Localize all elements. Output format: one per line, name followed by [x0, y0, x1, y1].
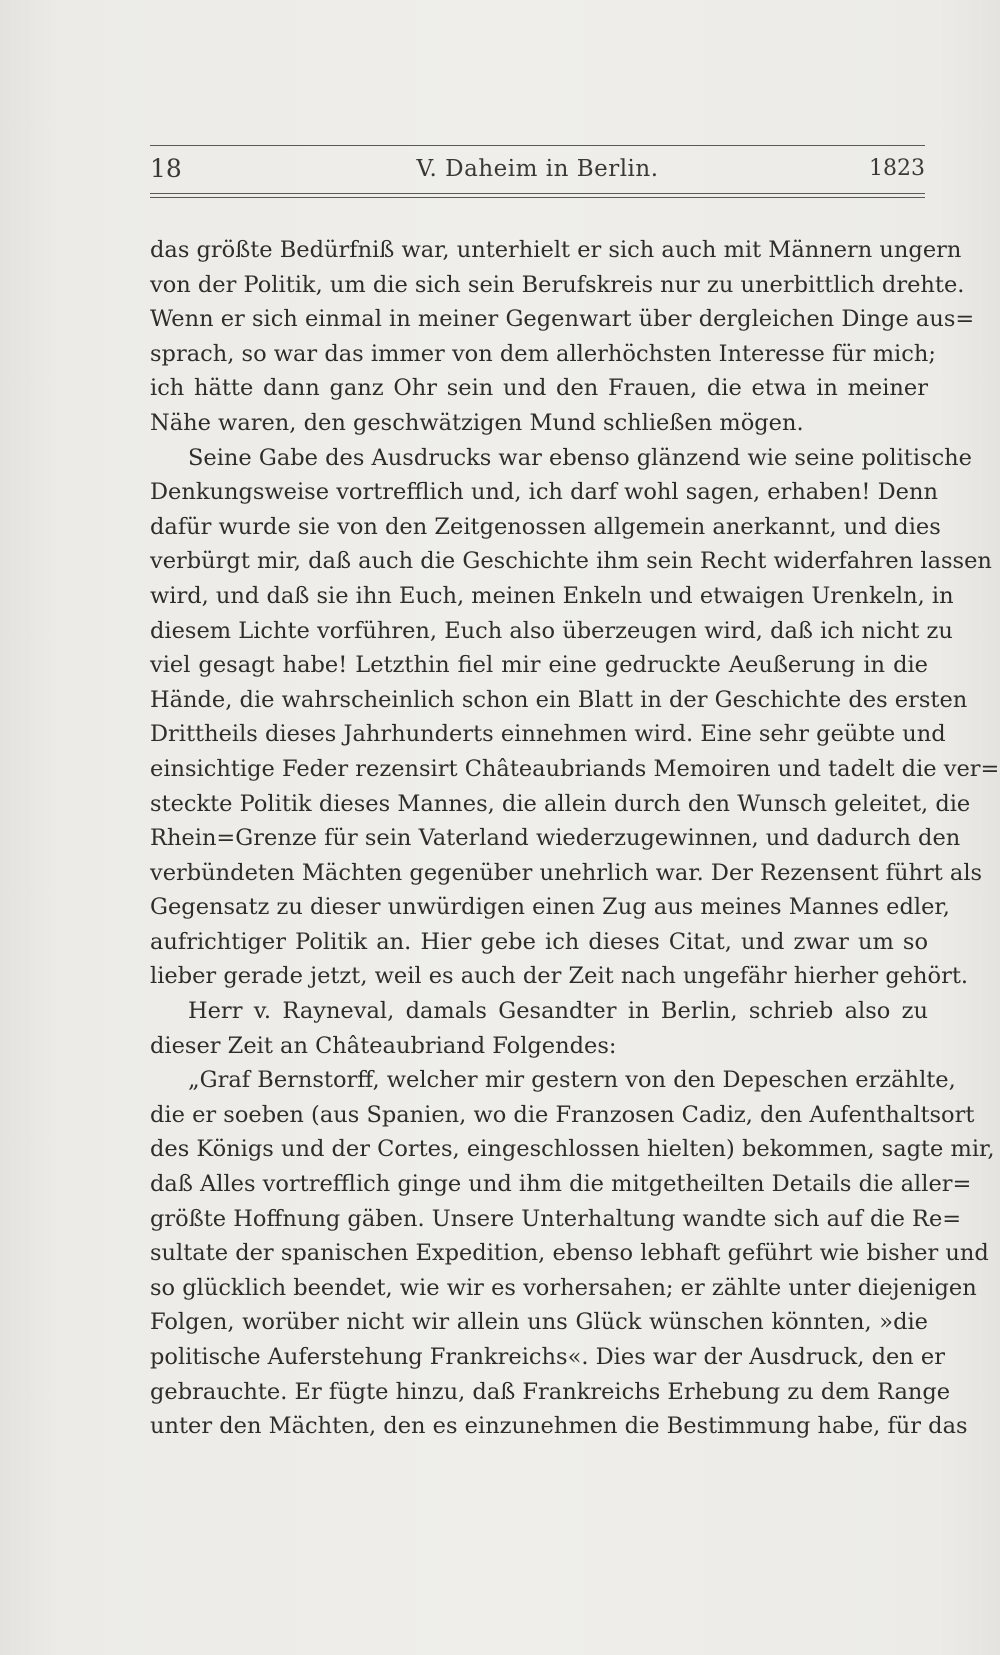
- text-line: sprach, so war das immer von dem allerhöchsten Interesse für mich;: [150, 340, 936, 367]
- text-line: von der Politik, um die sich sein Berufskreis nur zu unerbittlich drehte.: [150, 271, 965, 298]
- text-line: das größte Bedürfniß war, unterhielt er sich auch mit Männern ungern: [150, 237, 962, 263]
- text-line: Denkungsweise vortrefflich und, ich darf wohl sagen, erhaben! Denn: [150, 479, 938, 506]
- text-line: Gegensatz zu dieser unwürdigen einen Zug aus meines Mannes edler,: [150, 894, 950, 921]
- paragraph: [150, 994, 928, 1063]
- text-line: gebrauchte. Er fügte hinzu, daß Frankreichs Erhebung zu dem Range: [150, 1378, 951, 1405]
- paragraph: [150, 233, 975, 441]
- text-line: dafür wurde sie von den Zeitgenossen allgemein anerkannt, und dies: [150, 513, 941, 540]
- page-number: 18: [150, 154, 182, 183]
- text-line: steckte Politik dieses Mannes, die allein durch den Wunsch geleitet, die: [150, 790, 971, 817]
- text-line: daß Alles vortrefflich ginge und ihm die mitgetheilten Details die aller=: [150, 1171, 972, 1198]
- text-line: viel gesagt habe! Letzthin fiel mir eine gedruckte Aeußerung in die: [150, 652, 928, 679]
- text-line: Hände, die wahrscheinlich schon ein Blatt in der Geschichte des ersten: [150, 686, 968, 713]
- running-title: V. Daheim in Berlin.: [416, 156, 659, 182]
- text-line: unter den Mächten, den es einzunehmen die Bestimmung habe, für das: [150, 1413, 968, 1440]
- text-line: Nähe waren, den geschwätzigen Mund schließen mögen.: [150, 409, 804, 436]
- text-line: Wenn er sich einmal in meiner Gegenwart über dergleichen Dinge aus=: [150, 306, 975, 333]
- text-line: dieser Zeit an Châteaubriand Folgendes:: [150, 1032, 617, 1059]
- text-line: Seine Gabe des Ausdrucks war ebenso glänzend wie seine politische: [188, 444, 972, 471]
- text-line: sultate der spanischen Expedition, ebenso lebhaft geführt wie bisher und: [150, 1240, 989, 1267]
- text-line: Herr v. Rayneval, damals Gesandter in Berlin, schrieb also zu: [188, 998, 928, 1025]
- text-line: Drittheils dieses Jahrhunderts einnehmen wird. Eine sehr geübte und: [150, 721, 946, 748]
- text-line: wird, und daß sie ihn Euch, meinen Enkeln und etwaigen Urenkeln, in: [150, 582, 954, 609]
- header-top-rule: [150, 145, 925, 146]
- text-line: „Graf Bernstorff, welcher mir gestern von den Depeschen erzählte,: [188, 1067, 956, 1094]
- text-line: des Königs und der Cortes, eingeschlossen hielten) bekommen, sagte mir,: [150, 1136, 995, 1163]
- text-line: lieber gerade jetzt, weil es auch der Zeit nach ungefähr hierher gehört.: [150, 963, 969, 990]
- paragraph: [150, 1063, 995, 1444]
- text-line: so glücklich beendet, wie wir es vorhersahen; er zählte unter diejenigen: [150, 1274, 977, 1301]
- text-line: aufrichtiger Politik an. Hier gebe ich dieses Citat, und zwar um so: [150, 928, 928, 955]
- header-double-rule: [150, 193, 925, 198]
- text-line: diesem Lichte vorführen, Euch also überzeugen wird, daß ich nicht zu: [150, 617, 953, 644]
- body-text: [150, 233, 1000, 1444]
- text-line: Folgen, worüber nicht wir allein uns Glück wünschen könnten, »die: [150, 1309, 928, 1336]
- paragraph: [150, 441, 1000, 995]
- text-line: einsichtige Feder rezensirt Châteaubriands Memoiren und tadelt die ver=: [150, 755, 1000, 782]
- text-line: politische Auferstehung Frankreichs«. Dies war der Ausdruck, den er: [150, 1344, 946, 1370]
- text-line: Rhein=Grenze für sein Vaterland wiederzugewinnen, und dadurch den: [150, 825, 961, 852]
- text-line: die er soeben (aus Spanien, wo die Franzosen Cadiz, den Aufenthaltsort: [150, 1101, 975, 1128]
- text-line: verbürgt mir, daß auch die Geschichte ihm sein Recht widerfahren lassen: [150, 548, 992, 575]
- running-header: [150, 152, 925, 190]
- header-year: 1823: [869, 156, 925, 181]
- text-line: ich hätte dann ganz Ohr sein und den Frauen, die etwa in meiner: [150, 375, 928, 402]
- text-line: verbündeten Mächten gegenüber unehrlich war. Der Rezensent führt als: [150, 859, 983, 886]
- text-line: größte Hoffnung gäben. Unsere Unterhaltung wandte sich auf die Re=: [150, 1205, 962, 1232]
